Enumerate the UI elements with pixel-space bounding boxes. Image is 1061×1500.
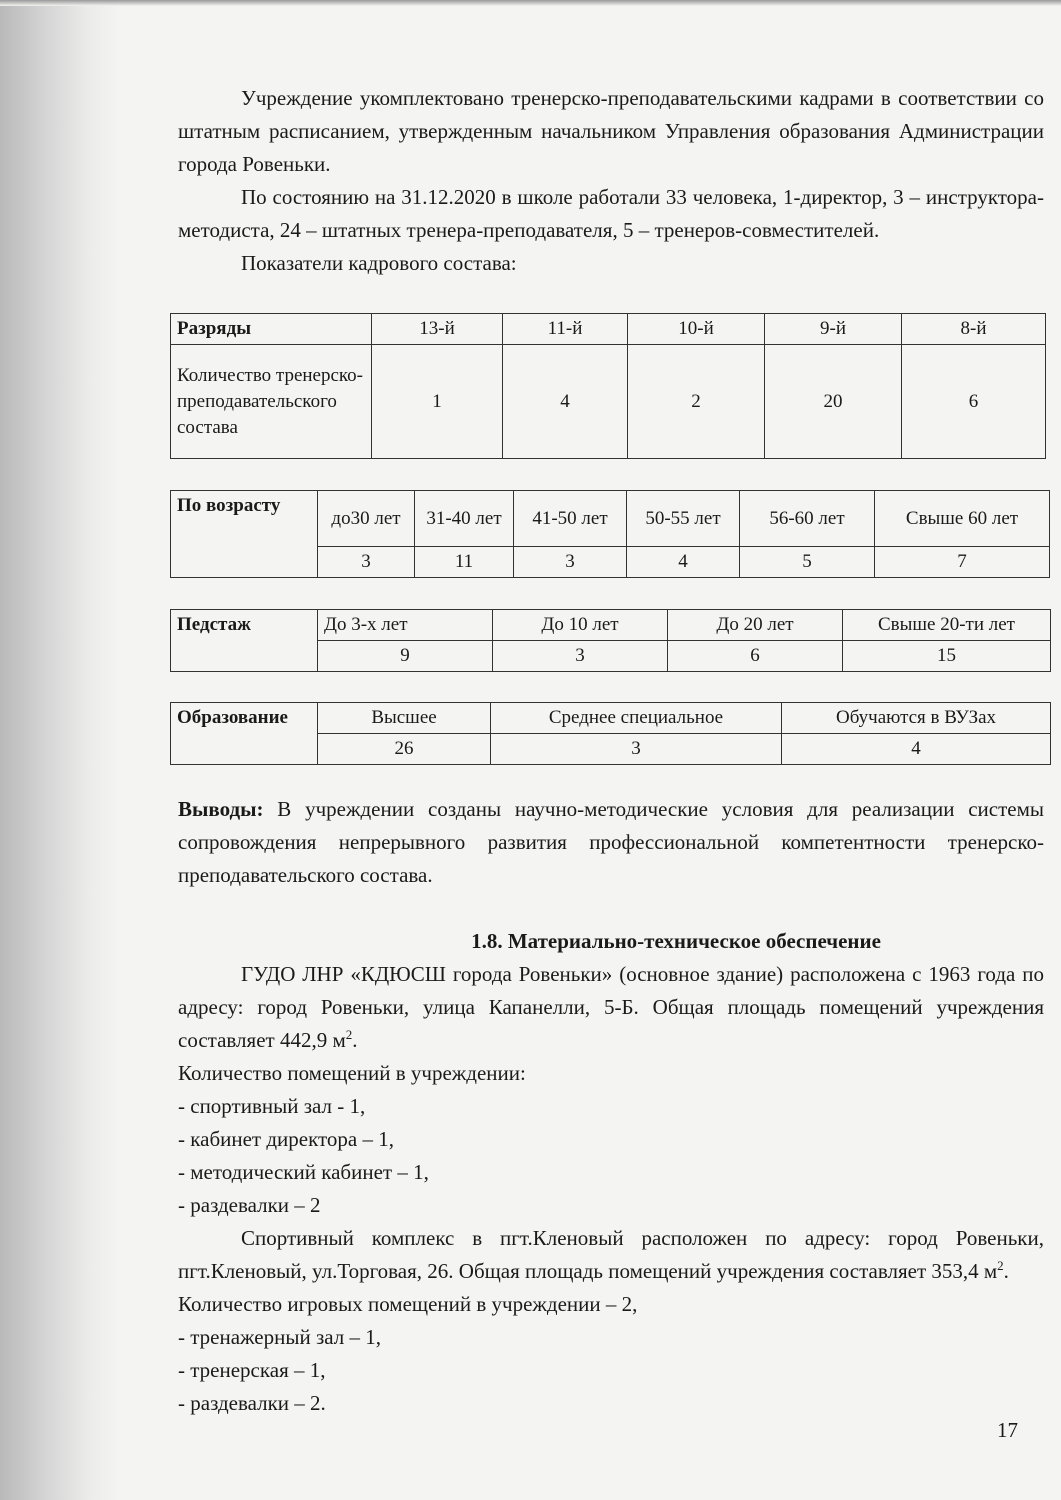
list-item: - раздевалки – 2 bbox=[178, 1193, 321, 1217]
table-cell: Высшее bbox=[318, 703, 491, 734]
ranks-header: Разряды bbox=[171, 314, 372, 345]
list-item: - тренажерный зал – 1, bbox=[178, 1325, 381, 1349]
table-cell: 1 bbox=[372, 345, 503, 459]
list-item: - спортивный зал - 1, bbox=[178, 1094, 366, 1118]
age-header: По возрасту bbox=[171, 491, 318, 578]
age-table bbox=[170, 490, 1050, 578]
rooms-intro: Количество помещений в учреждении: bbox=[178, 1061, 526, 1085]
table-cell: 3 bbox=[514, 547, 627, 578]
table-row bbox=[171, 703, 1051, 734]
table-cell: 3 bbox=[318, 547, 415, 578]
rooms2-intro: Количество игровых помещений в учреждении – 2, bbox=[178, 1292, 638, 1316]
table-cell: 10-й bbox=[628, 314, 765, 345]
table-cell: До 10 лет bbox=[493, 610, 668, 641]
table-cell: 11-й bbox=[503, 314, 628, 345]
table-row bbox=[171, 610, 1051, 641]
education-header: Образование bbox=[171, 703, 318, 765]
table-cell: Обучаются в ВУЗах bbox=[782, 703, 1051, 734]
table-cell: 4 bbox=[627, 547, 740, 578]
table-cell: 4 bbox=[503, 345, 628, 459]
table-cell: 9-й bbox=[765, 314, 902, 345]
ranks-table bbox=[170, 313, 1046, 459]
main-building-text: ГУДО ЛНР «КДЮСШ города Ровеньки» (основное здание) расположена с 1963 года по адресу: город Ровеньки, улица Капанелли, 5-Б. Общая площадь помещений учреждения составляет 442,9 м bbox=[178, 962, 1044, 1052]
table-cell: 15 bbox=[843, 641, 1051, 672]
page-number: 17 bbox=[997, 1418, 1018, 1442]
table-cell: 6 bbox=[902, 345, 1046, 459]
table-cell: 3 bbox=[491, 734, 782, 765]
section-title: 1.8. Материально-техническое обеспечение bbox=[471, 929, 881, 953]
list-item: - методический кабинет – 1, bbox=[178, 1160, 429, 1184]
table-cell: Свыше 60 лет bbox=[875, 491, 1050, 547]
table-row bbox=[171, 314, 1046, 345]
paragraph-main-building bbox=[178, 958, 1044, 1057]
table-cell: 6 bbox=[668, 641, 843, 672]
conclusion-text: В учреждении созданы научно-методические условия для реализации системы сопровождения непрерывного развития профессиональной компетентности тренерско-преподавательского состава. bbox=[178, 797, 1044, 887]
conclusion-label: Выводы: bbox=[178, 797, 264, 821]
table-cell: Среднее специальное bbox=[491, 703, 782, 734]
table-cell: До 20 лет bbox=[668, 610, 843, 641]
list-item: - раздевалки – 2. bbox=[178, 1391, 326, 1415]
paragraph-sport-complex bbox=[178, 1222, 1044, 1288]
education-table bbox=[170, 702, 1051, 765]
table-cell: 5 bbox=[740, 547, 875, 578]
table-cell: 2 bbox=[628, 345, 765, 459]
lower-text bbox=[178, 793, 1044, 1420]
ranks-row-label: Количество тренерско-преподавательского состава bbox=[171, 345, 372, 459]
table-cell: до30 лет bbox=[318, 491, 415, 547]
table-cell: 4 bbox=[782, 734, 1051, 765]
table-cell: 8-й bbox=[902, 314, 1046, 345]
table-cell: Свыше 20-ти лет bbox=[843, 610, 1051, 641]
table-cell: 11 bbox=[415, 547, 514, 578]
table-cell: 13-й bbox=[372, 314, 503, 345]
paragraph-staffing: Учреждение укомплектовано тренерско-преподавательскими кадрами в соответствии со штатным расписанием, утвержденным начальником Управления образования Администрации города Ровеньки. bbox=[178, 86, 1044, 176]
period: . bbox=[1003, 1259, 1009, 1283]
experience-header: Педстаж bbox=[171, 610, 318, 672]
scan-shadow bbox=[0, 0, 120, 1500]
list-item: - кабинет директора – 1, bbox=[178, 1127, 394, 1151]
superscript: 2 bbox=[997, 1258, 1004, 1273]
conclusion-paragraph bbox=[178, 793, 1044, 892]
table-cell: 50-55 лет bbox=[627, 491, 740, 547]
table-cell: 56-60 лет bbox=[740, 491, 875, 547]
table-cell: До 3-х лет bbox=[318, 610, 493, 641]
period: . bbox=[352, 1028, 358, 1052]
scan-top-shadow bbox=[0, 0, 1061, 6]
table-caption: Показатели кадрового состава: bbox=[241, 251, 517, 275]
superscript: 2 bbox=[345, 1027, 353, 1042]
experience-table bbox=[170, 609, 1051, 672]
sport-complex-text: Спортивный комплекс в пгт.Кленовый расположен по адресу: город Ровеньки, пгт.Кленовый, ул.Торговая, 26. Общая площадь помещений учреждения составляет 353,4 м bbox=[178, 1226, 1044, 1283]
table-cell: 31-40 лет bbox=[415, 491, 514, 547]
paragraph-headcount: По состоянию на 31.12.2020 в школе работали 33 человека, 1-директор, 3 – инструктора-методиста, 24 – штатных тренера-преподавателя, 5 – тренеров-совместителей. bbox=[178, 185, 1044, 242]
table-row bbox=[171, 491, 1050, 547]
table-row bbox=[171, 345, 1046, 459]
table-cell: 3 bbox=[493, 641, 668, 672]
table-cell: 20 bbox=[765, 345, 902, 459]
upper-text bbox=[178, 82, 1044, 280]
table-cell: 7 bbox=[875, 547, 1050, 578]
table-cell: 26 bbox=[318, 734, 491, 765]
table-cell: 9 bbox=[318, 641, 493, 672]
list-item: - тренерская – 1, bbox=[178, 1358, 326, 1382]
table-cell: 41-50 лет bbox=[514, 491, 627, 547]
